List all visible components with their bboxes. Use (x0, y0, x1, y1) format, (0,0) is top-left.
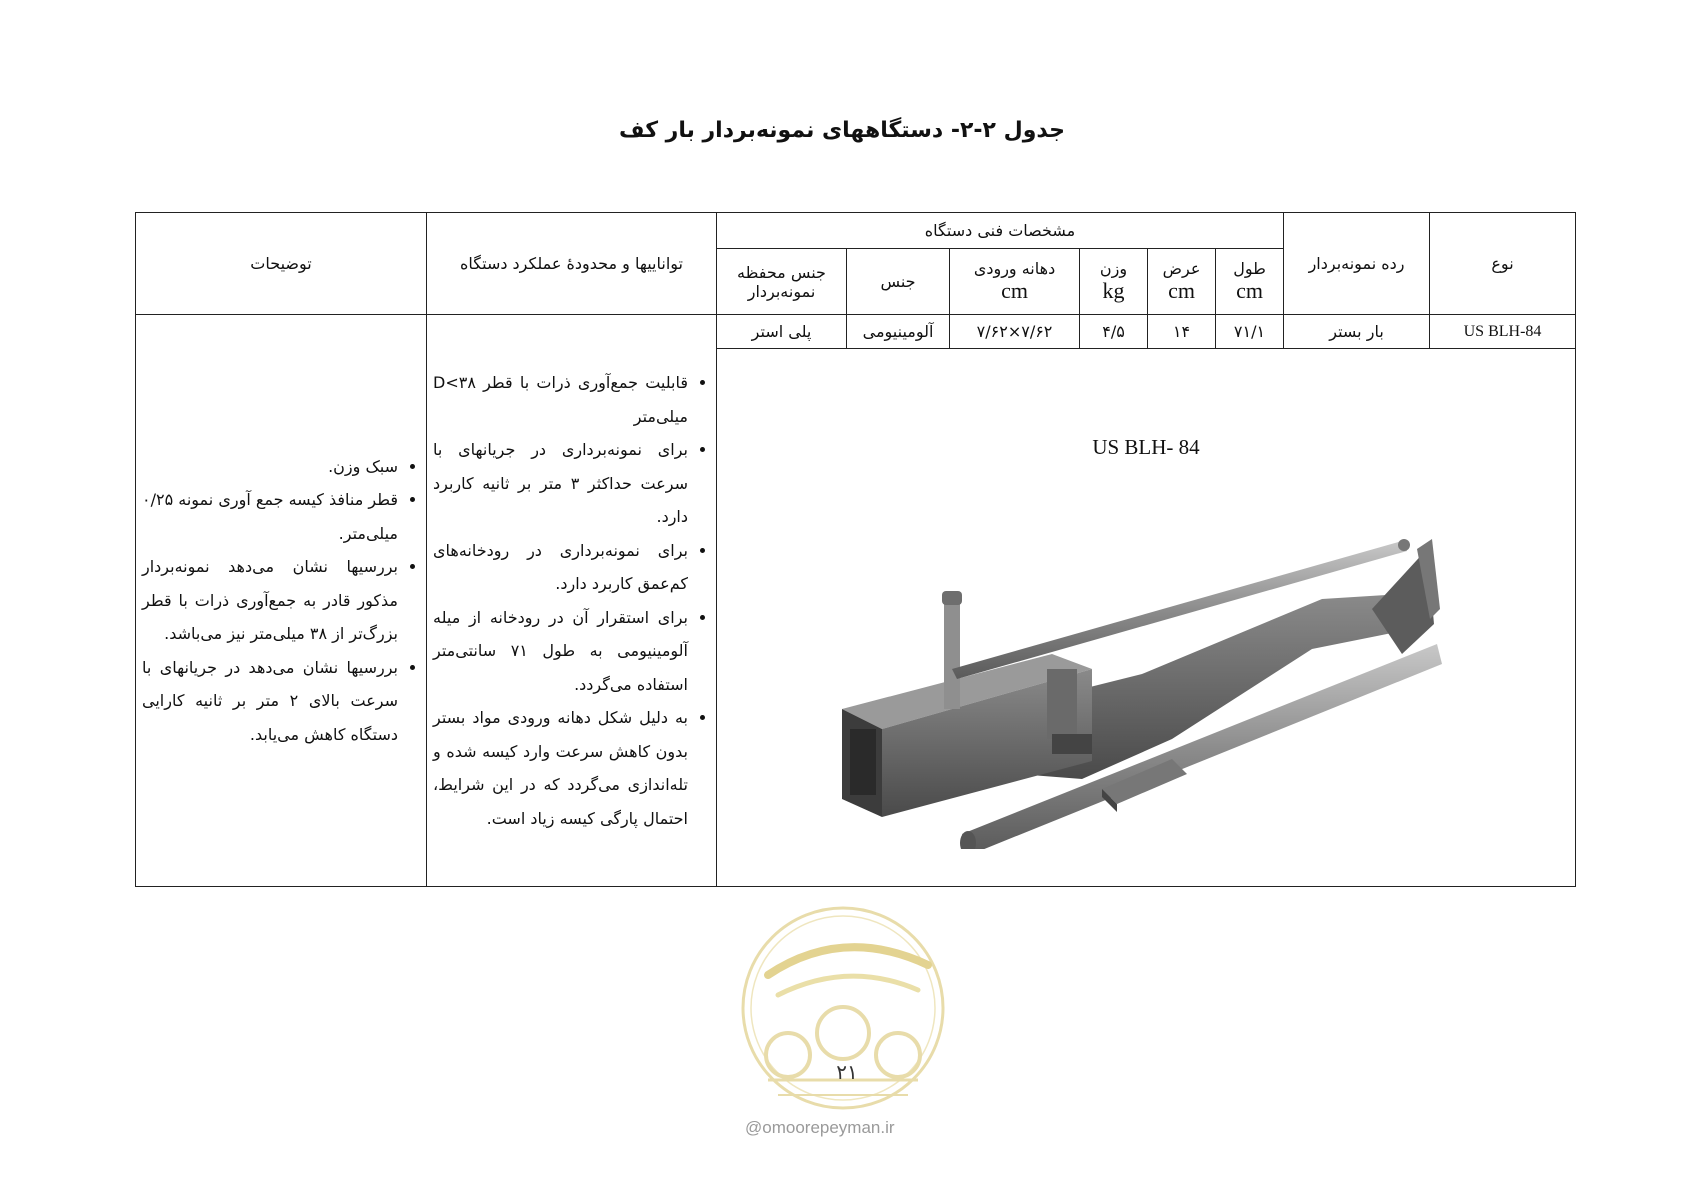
cell-capabilities (427, 315, 717, 887)
cell-type: US BLH-84 (1430, 315, 1576, 349)
cell-category: بار بستر (1284, 315, 1430, 349)
header-length-label: طول (1233, 259, 1266, 278)
figure-cell (717, 349, 1576, 887)
header-length-unit: cm (1236, 278, 1263, 303)
list-item: • سبک وزن. (142, 450, 398, 484)
figure-label: US BLH- 84 (1092, 435, 1200, 459)
cell-width: ۱۴ (1148, 315, 1216, 349)
header-width (1148, 249, 1216, 315)
header-weight (1080, 249, 1148, 315)
header-inlet-label: دهانه ورودی (973, 259, 1056, 278)
header-inlet-unit: cm (1001, 278, 1028, 303)
list-item: • قابلیت جمع‌آوری ذرات با قطر D<۳۸ میلی‌متر (433, 366, 688, 433)
header-length (1216, 249, 1284, 315)
header-bag-material (717, 249, 847, 315)
header-weight-label: وزن (1099, 259, 1128, 278)
list-item: • بررسیها نشان می‌دهد نمونه‌بردار مذکور قادر به جمع‌آوری ذرات با قطر بزرگ‌تر از ۳۸ میلی‌متر نیز می‌باشد. (142, 550, 398, 651)
list-item: • بررسیها نشان می‌دهد در جریانهای با سرعت بالای ۲ متر بر ثانیه کارایی دستگاه کاهش می‌یابد. (142, 651, 398, 752)
header-specs-group: مشخصات فنی دستگاه (717, 213, 1284, 249)
header-width-label: عرض (1162, 259, 1201, 278)
header-width-unit: cm (1168, 278, 1195, 303)
cell-notes (136, 315, 427, 887)
header-bag-material-line1: جنس محفظه (737, 262, 826, 282)
table-title: جدول ۲-۲- دستگاههای نمونه‌بردار بار کف (619, 118, 1065, 143)
cell-material: آلومینیومی (847, 315, 950, 349)
cell-inlet: ۷/۶۲×۷/۶۲ (950, 315, 1080, 349)
header-category: رده نمونه‌بردار (1284, 213, 1430, 315)
list-item: • به دلیل شکل دهانه ورودی مواد بستر بدون کاهش سرعت وارد کیسه شده و تله‌اندازی می‌گردد که در این شرایط، احتمال پارگی کیسه زیاد است. (433, 701, 688, 835)
capabilities-list (433, 366, 710, 835)
header-bag-material-line2: نمونه‌بردار (747, 281, 816, 301)
header-inlet (950, 249, 1080, 315)
page-number: ۲۱ (836, 1060, 858, 1084)
sampler-illustration (842, 479, 1452, 849)
list-item: • قطر منافذ کیسه جمع آوری نمونه ۰/۲۵ میلی‌متر. (142, 483, 398, 550)
watermark: @omoorepeyman.ir (745, 1118, 895, 1137)
list-item: • برای نمونه‌برداری در جریانهای با سرعت حداکثر ۳ متر بر ثانیه کاربرد دارد. (433, 433, 688, 534)
sampler-table (135, 212, 1576, 887)
header-material: جنس (847, 249, 950, 315)
cell-bag-material: پلی استر (717, 315, 847, 349)
list-item: • برای استقرار آن در رودخانه از میله آلومینیومی به طول ۷۱ سانتی‌متر استفاده می‌گردد. (433, 601, 688, 702)
header-weight-unit: kg (1102, 278, 1125, 303)
header-type: نوع (1430, 213, 1576, 315)
header-notes: توضیحات (136, 213, 427, 315)
list-item: • برای نمونه‌برداری در رودخانه‌های کم‌عمق کاربرد دارد. (433, 534, 688, 601)
notes-list (142, 450, 420, 752)
cell-length: ۷۱/۱ (1216, 315, 1284, 349)
cell-weight: ۴/۵ (1080, 315, 1148, 349)
header-capabilities: تواناییها و محدودهٔ عملکرد دستگاه (427, 213, 717, 315)
